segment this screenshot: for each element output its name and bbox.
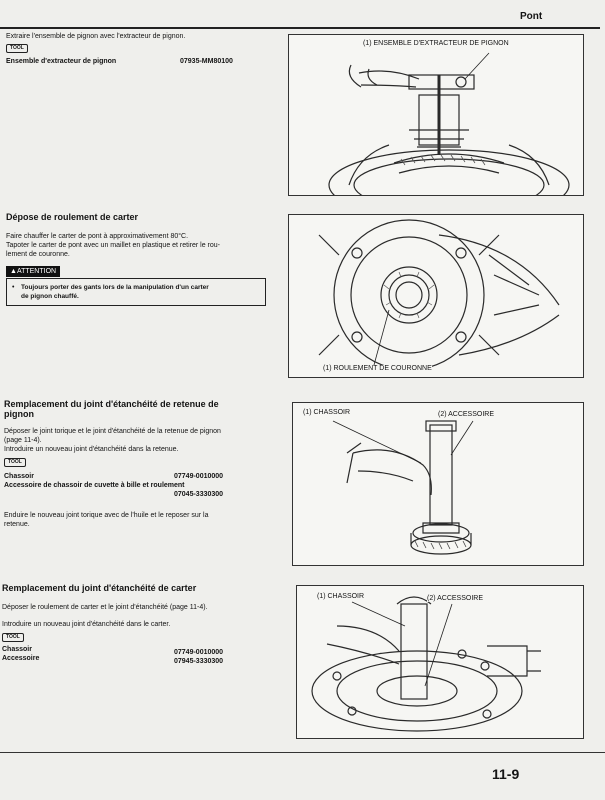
page-number: 11-9 bbox=[492, 766, 520, 782]
section3-line2: (page 11-4). bbox=[4, 437, 42, 444]
section4-tool2-name: Accessoire bbox=[2, 655, 40, 662]
driver-housing-illustration bbox=[297, 586, 583, 738]
output-shaft bbox=[487, 646, 541, 676]
section4-tool1-code: 07749-0010000 bbox=[174, 649, 224, 656]
attention-box bbox=[6, 278, 266, 306]
figure-pinion-extractor bbox=[288, 34, 584, 196]
section1-tool-code: 07935-MM80100 bbox=[180, 58, 233, 65]
section3-tool2-code: 07045-3330300 bbox=[174, 491, 224, 498]
section2-title: Dépose de roulement de carter bbox=[6, 212, 139, 222]
section3-title-line1: Remplacement du joint d'étanchéité de retenue de bbox=[4, 399, 219, 409]
attention-bullet: • bbox=[12, 284, 15, 291]
section3-line1: Déposer le joint torique et le joint d'étanchéité de la retenue de pignon bbox=[4, 428, 221, 435]
section4-tool2-code: 07945-3330300 bbox=[174, 658, 224, 665]
section3-line5: retenue. bbox=[4, 521, 30, 528]
section2-line2: Tapoter le carter de pont avec un maillet en plastique et retirer le rou- bbox=[6, 242, 221, 249]
pinion-extractor-illustration bbox=[289, 35, 583, 195]
section4-title: Remplacement du joint d'étanchéité de carter bbox=[2, 583, 197, 593]
section1-intro: Extraire l'ensemble de pignon avec l'extracteur de pignon. bbox=[6, 33, 186, 40]
figure-crown-bearing bbox=[288, 214, 584, 378]
attention-text: ATTENTION bbox=[16, 268, 57, 275]
section3-line4: Enduire le nouveau joint torique avec de l'huile et le reposer sur la bbox=[4, 512, 209, 519]
attention-label bbox=[6, 266, 60, 277]
bearing-inner bbox=[396, 282, 422, 308]
section4-line2: Introduire un nouveau joint d'étanchéité dans le carter. bbox=[2, 621, 171, 628]
section4-line1: Déposer le roulement de carter et le joint d'étanchéité (page 11-4). bbox=[2, 604, 208, 611]
housing-outline bbox=[334, 220, 484, 370]
figure-driver-housing bbox=[296, 585, 584, 739]
tool-badge-icon: TOOL bbox=[6, 44, 28, 53]
section3-title-line2: pignon bbox=[4, 409, 34, 419]
hand-outline bbox=[327, 626, 399, 664]
section2-line3: lement de couronne. bbox=[6, 251, 70, 258]
section3-line3: Introduire un nouveau joint d'étanchéité dans la retenue. bbox=[4, 446, 179, 453]
housing-flange bbox=[312, 651, 522, 731]
section2-line1: Faire chauffer le carter de pont à approximativement 80°C. bbox=[6, 233, 189, 240]
header-rule bbox=[0, 27, 600, 29]
figure3-caption2: (2) ACCESSOIRE bbox=[438, 411, 495, 418]
figure-driver-retainer bbox=[292, 402, 584, 566]
footer-rule bbox=[0, 752, 605, 753]
figure4-caption2: (2) ACCESSOIRE bbox=[427, 595, 484, 602]
section4-tool1-name: Chassoir bbox=[2, 646, 32, 653]
driver-shaft bbox=[430, 425, 452, 525]
attention-line2: de pignon chauffé. bbox=[21, 293, 79, 300]
section3-tool2-name: Accessoire de chassoir de cuvette à bille et roulement bbox=[4, 482, 185, 489]
section1-tool-name: Ensemble d'extracteur de pignon bbox=[6, 58, 117, 65]
driver-retainer-illustration bbox=[293, 403, 583, 565]
section3-tool1-name: Chassoir bbox=[4, 473, 34, 480]
warning-triangle-icon: ▲ bbox=[10, 268, 17, 275]
figure2-caption: (1) ROULEMENT DE COURONNE bbox=[323, 365, 432, 372]
figure3-caption1: (1) CHASSOIR bbox=[303, 409, 351, 416]
attention-line1: Toujours porter des gants lors de la manipulation d'un carter bbox=[21, 284, 209, 291]
section3-tool1-code: 07749-0010000 bbox=[174, 473, 224, 480]
tool-badge-icon: TOOL bbox=[2, 633, 24, 642]
tool-badge-icon: TOOL bbox=[4, 458, 26, 467]
figure1-caption: (1) ENSEMBLE D'EXTRACTEUR DE PIGNON bbox=[363, 40, 509, 47]
figure4-caption1: (1) CHASSOIR bbox=[317, 593, 365, 600]
hand-outline bbox=[353, 450, 431, 495]
page-title: Pont bbox=[520, 11, 543, 22]
crown-bearing-illustration bbox=[289, 215, 583, 377]
